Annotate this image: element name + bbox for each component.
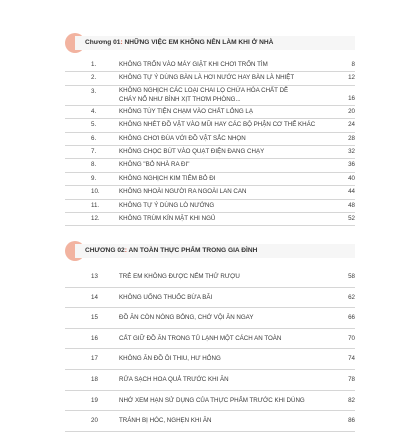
- toc-entry-number: 19: [91, 396, 98, 404]
- toc-entry-title: [119, 391, 315, 410]
- toc-entry-title-line: KHÔNG NGHỊCH CÁC LOẠI CHAI LỌ CHỨA HÓA CHẤT DỄ: [119, 86, 289, 94]
- toc-entry-page: 12: [348, 74, 355, 82]
- chapter-2-number: CHƯƠNG 02: [85, 247, 125, 254]
- toc-entry-title: [119, 329, 315, 348]
- toc-entry[interactable]: [65, 329, 355, 350]
- chapter-2-items: [65, 267, 355, 432]
- toc-entry-page: 82: [348, 396, 355, 404]
- toc-entry-number: 1.: [91, 61, 97, 68]
- toc-entry-title-line: KHÔNG NHOÀI NGƯỜI RA NGOÀI LAN CAN: [119, 188, 247, 196]
- toc-entry-title-line: KHÔNG TỰ Ý DÙNG BÀN LÀ HƠI NƯỚC HAY BÀN LÀ NHIỆT: [119, 74, 295, 82]
- toc-entry[interactable]: [65, 173, 355, 186]
- toc-entry-title: [119, 173, 315, 185]
- toc-entry[interactable]: [65, 267, 355, 288]
- chapter-1-number: Chương 01: [85, 39, 121, 46]
- toc-entry-number: 18: [91, 375, 98, 383]
- toc-entry-number: 3.: [91, 87, 97, 95]
- chapter-1-header: [65, 33, 355, 53]
- toc-entry-title-line: ĐỒ ĂN CÒN NÓNG BỎNG, CHỚ VỘI ĂN NGAY: [119, 314, 254, 322]
- toc-entry-number: 5.: [91, 121, 97, 129]
- toc-entry-title-line: KHÔNG TRÙM KÍN MẶT KHI NGỦ: [119, 214, 216, 222]
- toc-entry-number: 2.: [91, 74, 97, 82]
- toc-entry-title-line: NHỚ XEM HẠN SỬ DỤNG CỦA THỰC PHẨM TRƯỚC KHI DÙNG: [119, 396, 305, 404]
- toc-entry-title-line: KHÔNG UỐNG THUỐC BỪA BÃI: [119, 293, 213, 301]
- toc-entry-page: 58: [348, 273, 355, 280]
- toc-entry[interactable]: [65, 146, 355, 159]
- toc-entry-page: 40: [348, 174, 355, 182]
- toc-entry-title: [119, 86, 315, 105]
- toc-entry-title-line: KHÔNG "BỎ NHÀ RA ĐI": [119, 161, 190, 169]
- toc-entry-page: 66: [348, 314, 355, 322]
- toc-entry-number: 8.: [91, 161, 97, 169]
- toc-entry-title-line-2: CHÁY NỔ NHƯ BÌNH XỊT THƠM PHÒNG...: [119, 96, 241, 104]
- toc-entry[interactable]: [65, 186, 355, 199]
- toc-entry-page: 48: [348, 201, 355, 209]
- toc-entry-title: [119, 59, 315, 71]
- chapter-2: [65, 241, 355, 432]
- toc-entry[interactable]: [65, 133, 355, 146]
- toc-entry-title-line: KHÔNG TRỐN VÀO MÁY GIẶT KHI CHƠI TRỐN TÌM: [119, 61, 268, 68]
- chapter-1: [65, 33, 355, 226]
- toc-entry-number: 13: [91, 273, 98, 280]
- chapter-1-title: Chương 01: NHỮNG VIỆC EM KHÔNG NÊN LÀM KHI Ở NHÀ: [85, 39, 274, 46]
- toc-entry-title-line: TRÁNH BỊ HÓC, NGHẸN KHI ĂN: [119, 417, 212, 425]
- toc-entry-title-line: RỬA SẠCH HOA QUẢ TRƯỚC KHI ĂN: [119, 375, 229, 383]
- toc-entry-title: [119, 72, 315, 84]
- toc-entry[interactable]: [65, 72, 355, 85]
- toc-entry-title: [119, 146, 315, 158]
- toc-entry-title: [119, 200, 315, 212]
- toc-entry-title-line: KHÔNG CHỌC BÚT VÀO QUẠT ĐIỆN ĐANG CHẠY: [119, 147, 265, 155]
- toc-entry-title: [119, 133, 315, 145]
- toc-entry-title: [119, 159, 315, 171]
- toc-entry-page: 32: [348, 147, 355, 155]
- toc-entry-page: 20: [348, 107, 355, 115]
- toc-entry-number: 7.: [91, 147, 97, 155]
- toc-entry[interactable]: [65, 213, 355, 226]
- toc-entry-title: [119, 267, 315, 286]
- toc-entry-number: 17: [91, 355, 98, 363]
- chapter-1-title-text: NHỮNG VIỆC EM KHÔNG NÊN LÀM KHI Ở NHÀ: [124, 39, 274, 46]
- chapter-2-header: [65, 241, 355, 261]
- toc-entry-page: 36: [348, 161, 355, 169]
- toc-entry-title: [119, 119, 315, 131]
- toc-entry-title: [119, 370, 315, 389]
- toc-entry-page: 16: [348, 94, 355, 102]
- toc-entry-number: 11.: [91, 201, 100, 209]
- chapter-2-title-text: AN TOÀN THỰC PHẨM TRONG GIA ĐÌNH: [128, 247, 258, 254]
- toc-entry-page: 62: [348, 293, 355, 301]
- toc-entry-page: 78: [348, 375, 355, 383]
- toc-entry-title-line: KHÔNG TỰ Ý DÙNG LÒ NƯỚNG: [119, 201, 215, 209]
- toc-entry-number: 6.: [91, 134, 97, 142]
- toc-entry[interactable]: [65, 59, 355, 72]
- toc-entry-title: [119, 308, 315, 327]
- toc-entry-title-line: TRẺ EM KHÔNG ĐƯỢC NẾM THỬ RƯỢU: [119, 273, 240, 280]
- toc-entry-title: [119, 349, 315, 368]
- toc-entry[interactable]: [65, 106, 355, 119]
- toc-entry-title-line: KHÔNG NGHỊCH KIM TIÊM BỎ ĐI: [119, 174, 216, 182]
- toc-entry-number: 10.: [91, 188, 100, 196]
- toc-entry[interactable]: [65, 159, 355, 172]
- toc-entry-number: 20: [91, 417, 98, 425]
- toc-entry-page: 74: [348, 355, 355, 363]
- toc-entry-number: 16: [91, 334, 98, 342]
- toc-entry[interactable]: [65, 370, 355, 391]
- toc-entry-title-line: KHÔNG ĂN ĐỒ ÔI THIU, HƯ HỎNG: [119, 355, 221, 363]
- toc-entry-number: 9.: [91, 174, 97, 182]
- toc-entry-page: 86: [348, 417, 355, 425]
- toc-entry-title-line: KHÔNG CHƠI ĐÙA VỚI ĐỒ VẬT SẮC NHỌN: [119, 134, 246, 142]
- toc-entry-title-line: KHÔNG TÙY TIỆN CHẠM VÀO CHẤT LỎNG LẠ: [119, 107, 253, 115]
- toc-entry-title: [119, 213, 315, 225]
- toc-entry[interactable]: [65, 308, 355, 329]
- toc-entry-number: 15: [91, 314, 98, 322]
- toc-entry-number: 14: [91, 293, 98, 301]
- toc-entry[interactable]: [65, 391, 355, 412]
- toc-entry[interactable]: [65, 411, 355, 432]
- toc-entry-page: 44: [348, 188, 355, 196]
- toc-entry[interactable]: [65, 200, 355, 213]
- toc-entry-page: 8: [351, 61, 355, 68]
- toc-entry[interactable]: [65, 119, 355, 132]
- toc-entry[interactable]: [65, 349, 355, 370]
- toc-entry-title-line: CẤT GIỮ ĐỒ ĂN TRONG TỦ LẠNH MỘT CÁCH AN TOÀN: [119, 334, 282, 342]
- toc-entry[interactable]: [65, 288, 355, 309]
- toc-entry-page: 70: [348, 334, 355, 342]
- toc-entry[interactable]: [65, 86, 355, 106]
- toc-entry-title: [119, 411, 315, 430]
- toc-entry-number: 4.: [91, 107, 97, 115]
- toc-entry-title: [119, 106, 315, 118]
- toc-entry-number: 12.: [91, 214, 100, 222]
- toc-entry-title: [119, 186, 315, 198]
- chapter-2-title: CHƯƠNG 02: AN TOÀN THỰC PHẨM TRONG GIA ĐÌNH: [85, 247, 258, 254]
- chapter-1-items: [65, 59, 355, 226]
- toc-entry-page: 24: [348, 121, 355, 129]
- toc-entry-title: [119, 288, 315, 307]
- toc-entry-title-line: KHÔNG NHÉT ĐỒ VẬT VÀO MŨI HAY CÁC BỘ PHẬN CƠ THỂ KHÁC: [119, 121, 316, 129]
- toc-entry-page: 28: [348, 134, 355, 142]
- toc-entry-page: 52: [348, 214, 355, 222]
